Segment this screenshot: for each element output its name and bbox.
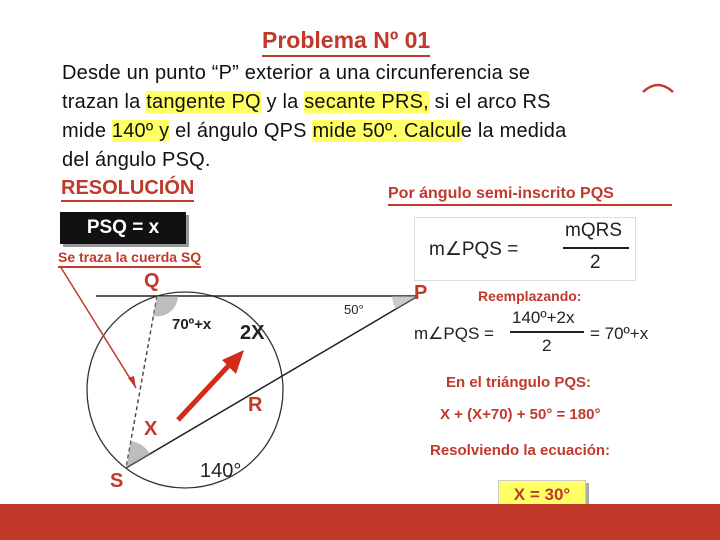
- point-p-label: P: [414, 282, 428, 304]
- formula1-lhs: m∠PQS =: [429, 239, 519, 260]
- point-q-label: Q: [144, 270, 160, 292]
- formula2-denominator: 2: [542, 336, 552, 355]
- highlight-secante: secante PRS,: [304, 91, 429, 113]
- arc-140-label: 140°: [200, 460, 242, 482]
- highlight-140: 140º y: [111, 120, 170, 142]
- formula1-denominator: 2: [590, 252, 601, 273]
- formula2-numerator: 140º+2x: [512, 308, 575, 327]
- problem-line-1: Desde un punto “P” exterior a una circunferencia se: [62, 62, 531, 84]
- angle-q-shade: [153, 296, 178, 316]
- point-r-label: R: [248, 394, 263, 416]
- psq-label-box: PSQ = x: [60, 212, 186, 244]
- pointer-arrow-head: [128, 376, 136, 388]
- formula-reemplazo: [412, 306, 668, 364]
- formula2-fraction-bar: [510, 331, 584, 333]
- formula1-numerator: mQRS: [565, 220, 622, 241]
- angle-s-shade: [126, 441, 150, 468]
- angle-p-label: 50°: [344, 302, 364, 317]
- red-arrow-shaft: [178, 362, 232, 420]
- angle-x-label: X: [144, 418, 158, 440]
- point-s-label: S: [110, 470, 124, 492]
- equation: X + (X+70) + 50° = 180°: [440, 406, 601, 423]
- cuerda-label: Se traza la cuerda SQ: [58, 248, 201, 268]
- solving-heading: Resolviendo la ecuación:: [430, 442, 611, 459]
- problem-line-3c: el ángulo QPS: [169, 120, 313, 142]
- secant-line: [126, 296, 418, 468]
- formula2-rhs: = 70º+x: [590, 324, 649, 343]
- semi-inscrito-heading: Por ángulo semi-inscrito PQS: [388, 184, 672, 206]
- formula1-fraction-bar: [563, 247, 629, 249]
- pointer-line: [60, 266, 136, 388]
- problem-line-2c: y la: [260, 91, 305, 113]
- answer-box: X = 30°: [498, 480, 586, 510]
- footer-bar: [0, 504, 720, 540]
- highlight-tangente: tangente PQ: [146, 91, 261, 113]
- arc-2x-label: 2X: [240, 322, 265, 344]
- problem-line-2e: si el arco RS: [428, 91, 551, 113]
- reemplazando-label: Reemplazando:: [478, 288, 582, 304]
- angle-q-label: 70º+x: [172, 316, 212, 333]
- problem-line-4: del ángulo PSQ.: [62, 149, 211, 171]
- problem-line-3a: mide: [62, 120, 112, 142]
- formula-semi-inscrito: [415, 218, 635, 280]
- problem-line-3e: e la medida: [460, 120, 567, 142]
- highlight-50: mide 50º. Calcul: [312, 120, 461, 142]
- resolucion-heading: RESOLUCIÓN: [61, 176, 194, 202]
- problem-line-2a: trazan la: [62, 91, 147, 113]
- triangle-heading: En el triángulo PQS:: [446, 374, 592, 391]
- page-title: Problema Nº 01: [262, 26, 430, 57]
- formula2-lhs: m∠PQS =: [414, 324, 494, 343]
- chord-sq: [126, 296, 157, 468]
